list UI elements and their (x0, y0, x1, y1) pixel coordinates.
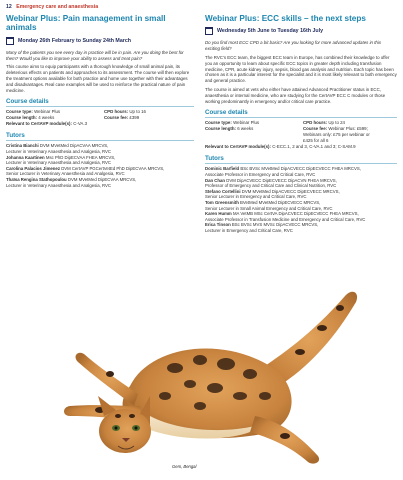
tutor-entry: Dan Chan DVM DipACVECC DipECVECC DipACVN FHEA MRCVS, Professor of Emergency and Critical Care and Clinical Nutrition, RVC (205, 177, 337, 189)
cpd-hours: Up to 16 (129, 109, 146, 115)
tutor-entry: Erica Tinson BSc BVSc MVS MVSc DipACVECC MRCVS, Lecturer in Emergency and Critical Care, RVC (205, 222, 319, 233)
tutor-entry: Karen Humm MA VetMB MSc CertVA DipACVECC DipECVECC FHEA MRCVS, Associate Professor in Transfusion Medicine and Emergency and Critical Care, RVC (205, 211, 366, 222)
tutors-heading: Tutors (205, 155, 397, 164)
tutor-entry: Carolina Palacios Jimenez DVM CertAVP PGCertVetEd PhD DipECVAA MRCVS, Senior Lecturer in Veterinary Anaesthesia and Analgesia, RVC (6, 165, 165, 177)
course-audience: The course is aimed at vets who either have attained Advanced Practitioner status in ECC, anaesthesia or internal medicine, who are studying for the CertAVP ECC C modules or those working predominantly in emergency and/or critical care practice. (205, 86, 386, 104)
course-intro: Do you find most ECC CPD a bit basic? Are you looking for more advanced updates in this exciting field? (205, 40, 382, 52)
course-fee-all: £425 for all 6 (303, 138, 329, 144)
course-description: The RVC's ECC team, the biggest ECC team in Europe, has combined their knowledge to offer you an opportunity to learn about specific ECC topics in greater depth including transfusion medicine, CPR, acute kidney injury, sepsis, blood gas analysis and nutrition. Each topic has been chosen as it is a particular interest for the specialist and it is most likely relevant to both emergency and general practice. (205, 55, 397, 84)
cpd-hours: Up to 24 (328, 120, 345, 126)
course-fee-label: Course fee: (104, 115, 129, 121)
page-number: 12 (6, 4, 12, 10)
course-title: Webinar Plus: Pain management in small animals (6, 14, 166, 33)
cpd-label: CPD hours: (303, 120, 328, 126)
course-fee-webinars: Webinars only: £75 per webinar or (303, 132, 370, 138)
course-description: This course aims to equip participants with a thorough knowledge of small animal pain, its deleterious effects on patients and approaches to its assessment. The course will then explore the treatment options available for both practice and home use together with their advantages and disadvantages. Real case examples will be used to reinforce the practical nature of pain medicine. (6, 64, 190, 93)
relevant-modules-label: Relevant to CertAVP module(s): (205, 144, 271, 150)
cpd-label: CPD hours: (104, 109, 129, 115)
tutor-entry: Stefano Cortellini DVM MVetMed DipACVECC DipECVECC MRCVS, Senior Lecturer in Emergency and Critical Care, RVC (205, 188, 340, 200)
right-course-column (205, 14, 397, 234)
tutor-entry: Cristina Bianchi DVM MVetMed DipACVAA MRCVS, Lecturer in Veterinary Anaesthesia and Analgesia, RVC (6, 143, 112, 154)
relevant-modules: C-VA.3 (73, 121, 88, 127)
course-length-label: Course length: (6, 115, 37, 121)
left-course-column (6, 14, 194, 188)
calendar-icon (6, 37, 14, 45)
course-dates (205, 26, 397, 36)
photo-caption: Gem, Bengal (172, 464, 197, 469)
course-dates (6, 36, 194, 46)
course-details-heading: Course details (6, 98, 194, 107)
course-type: Webinar Plus (34, 109, 61, 115)
course-title: Webinar Plus: ECC skills – the next steps (205, 14, 366, 23)
course-fee: Webinar Plus: £599; (328, 126, 368, 132)
tutor-entry: Tom Greensmith BVetMed MVetMed DipECVECC MRCVS, Senior Lecturer in Small Animal Emergency and Critical Care, RVC (205, 199, 333, 211)
course-details (6, 109, 194, 127)
course-intro: Many of the patients you see every day in practice will be in pain. Are you doing the best for them? Would you like to improve your ability to assess and treat pain? (6, 49, 184, 61)
tutor-entry: Dominic Barfield BSc BVSc MVetMed DipACVECC DipECVECC FHEA MRCVS, Associate Professor in Emergency and Critical Care, RVC (205, 166, 361, 177)
course-length-label: Course length: (205, 126, 236, 132)
tutor-entry: Johanna Kaartinen Msc PhD DipECVAA FHEA MRCVS, Lecturer in Veterinary Anaesthesia and Analgesia, RVC (6, 154, 116, 166)
page-header (6, 3, 98, 12)
relevant-modules: C-ECC.1, 2 and 3, C-VA.1 and 3; C-SAM.9 (272, 144, 356, 150)
course-details-heading: Course details (205, 109, 397, 118)
course-fee-label: Course fee: (303, 126, 328, 132)
tutor-entry: Thaïsa Rengina Stathopoulou DVM MVetMed DipECVAA MRCVS, Lecturer in Veterinary Anaesthesia and Analgesia, RVC (6, 176, 137, 188)
section-title: Emergency care and anaesthesia (16, 4, 99, 10)
course-details (205, 120, 397, 150)
course-date: Wednesday 5th June to Tuesday 16th July (217, 28, 324, 35)
course-type-label: Course type: (205, 120, 232, 126)
course-length: 4 weeks (38, 115, 55, 121)
relevant-modules-label: Relevant to CertAVP module(s): (6, 121, 72, 127)
course-date: Monday 26th February to Sunday 24th March (18, 37, 132, 44)
calendar-icon (205, 27, 213, 35)
tutors-heading: Tutors (6, 132, 194, 141)
course-type-label: Course type: (6, 109, 33, 115)
course-fee: £399 (129, 115, 140, 121)
course-type: Webinar Plus (233, 120, 260, 126)
bengal-cat-photo (0, 256, 403, 480)
course-length: 6 weeks (237, 126, 254, 132)
